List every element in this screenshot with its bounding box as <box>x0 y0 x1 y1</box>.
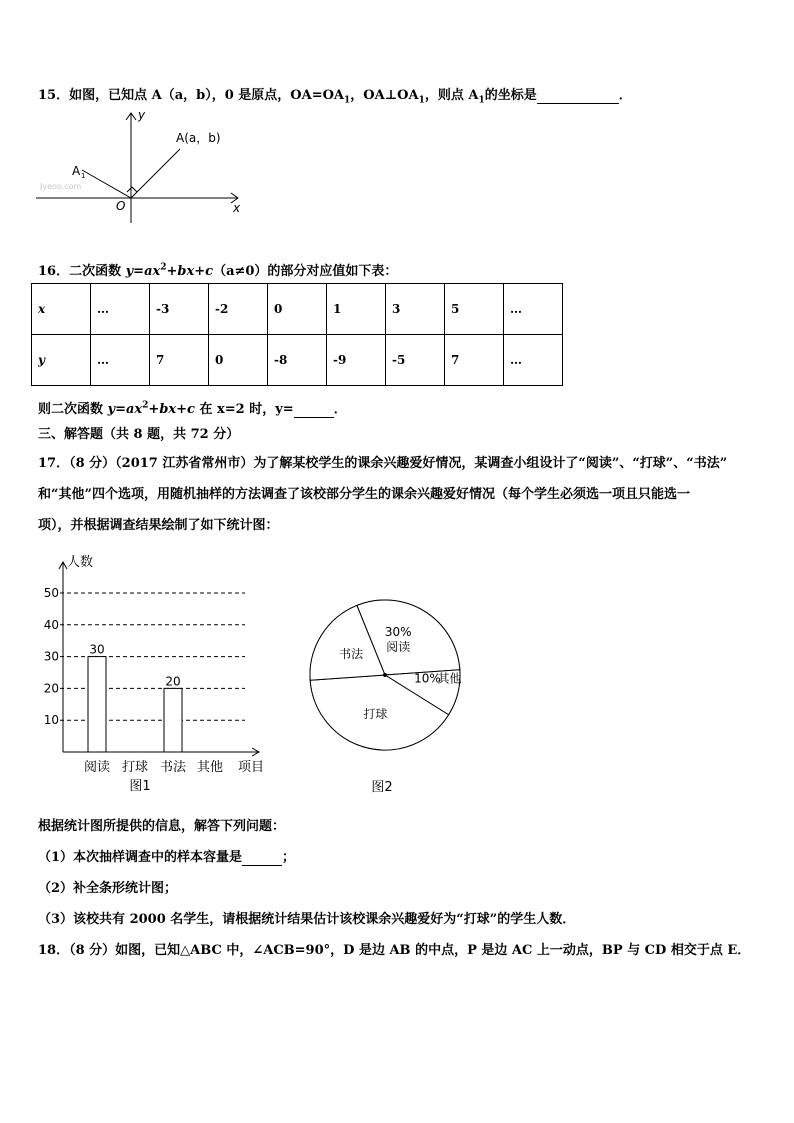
value-table <box>31 283 563 386</box>
table-row <box>32 284 563 335</box>
q16-text-part: 则二次函数 <box>38 402 108 417</box>
bar-书法 <box>164 688 182 752</box>
table-cell: 7 <box>445 335 504 386</box>
y-axis-label: 人数 <box>67 555 94 570</box>
q16-text-part: 16．二次函数 <box>38 264 126 279</box>
data-label: 20 <box>165 674 181 689</box>
slice-percent: 10% <box>414 671 441 686</box>
y-tick-label: 40 <box>43 617 59 632</box>
origin-label: O <box>116 199 126 213</box>
q15-answer-blank[interactable] <box>537 88 619 104</box>
q17-answer-blank[interactable] <box>242 850 282 866</box>
q16-func: y=ax <box>107 402 143 417</box>
x-tick-label: 其他 <box>196 760 224 775</box>
q16-period: ． <box>333 402 347 417</box>
q16-text <box>38 260 397 279</box>
table-cell: 3 <box>386 284 445 335</box>
slice-label: 打球 <box>363 706 388 721</box>
table-cell: 1 <box>327 284 386 335</box>
q15-sub: 1 <box>418 95 425 106</box>
pie-center <box>383 673 387 677</box>
q16-text-part: （a≠0）的部分对应值如下表： <box>213 264 398 279</box>
slice-percent: 30% <box>384 625 412 640</box>
pie-chart <box>300 585 480 800</box>
table-cell: … <box>504 284 563 335</box>
q17-sub-1 <box>38 846 295 866</box>
table-cell: -2 <box>209 284 268 335</box>
slice-label: 阅读 <box>386 640 411 655</box>
x-tick-label: 打球 <box>121 760 149 775</box>
x-axis-label: 项目 <box>238 760 265 775</box>
table-cell: 0 <box>268 284 327 335</box>
table-cell: -5 <box>386 335 445 386</box>
table-cell: -9 <box>327 335 386 386</box>
section-title: 三、解答题（共 8 题，共 72 分） <box>38 427 240 442</box>
table-cell: … <box>91 335 150 386</box>
axis-x-label: x <box>233 201 241 215</box>
slice-label: 书法 <box>339 646 364 661</box>
table-cell: -3 <box>150 284 209 335</box>
q15-sub: 1 <box>344 95 351 106</box>
segment-oa1 <box>82 170 131 198</box>
q16-sup: 2 <box>142 400 149 411</box>
q15-sub: 1 <box>478 95 485 106</box>
q17-sub-1-text: （1）本次抽样调查中的样本容量是 <box>38 850 243 865</box>
y-tick-label: 10 <box>43 713 59 728</box>
q16-func: y=ax <box>125 264 161 279</box>
q17-sub-1-end: ； <box>282 850 296 865</box>
table-cell: … <box>91 284 150 335</box>
q15-text-part: 15．如图，已知点 A（a，b），0 是原点，OA=OA <box>38 88 345 103</box>
q15-text-part: 的坐标是 <box>484 88 537 103</box>
q18-text: 18．（8 分）如图，已知△ABC 中，∠ACB=90°，D 是边 AB 的中点，P 是边 AC 上一动点，BP 与 CD 相交于点 E． <box>38 943 751 958</box>
table-cell: 7 <box>150 335 209 386</box>
q16-func-rest: +bx+c <box>148 402 195 417</box>
q16-answer-line <box>38 398 347 418</box>
chart-title: 图1 <box>129 779 151 794</box>
point-a1-sub: 1 <box>81 172 86 180</box>
x-tick-label: 阅读 <box>83 760 111 775</box>
table-cell: y <box>32 335 91 386</box>
table-cell: -8 <box>268 335 327 386</box>
table-cell: x <box>32 284 91 335</box>
y-tick-label: 50 <box>43 586 59 600</box>
q15-figure <box>30 105 260 225</box>
chart-title: 图2 <box>371 780 393 795</box>
q15-text-part: ，OA⊥OA <box>350 88 419 103</box>
bar-阅读 <box>88 657 106 752</box>
axis-y-label: y <box>138 108 146 122</box>
table-row <box>32 335 563 386</box>
table-cell: 5 <box>445 284 504 335</box>
q15-period: ． <box>618 88 632 103</box>
q16-func-rest: +bx+c <box>166 264 214 279</box>
right-angle-mark <box>127 187 137 192</box>
segment-oa <box>131 149 180 198</box>
x-tick-label: 书法 <box>159 760 187 775</box>
q16-sup: 2 <box>160 262 167 273</box>
q15-text <box>38 84 632 106</box>
watermark: Jyeoo.com <box>40 182 82 191</box>
q17-line-3: 项），并根据调查结果绘制了如下统计图： <box>38 518 279 533</box>
q17-line-2: 和“其他”四个选项，用随机抽样的方法调查了该校部分学生的课余兴趣爱好情况（每个学生必须选一项且只能选一 <box>38 487 690 502</box>
slice-label: 其他 <box>437 671 462 686</box>
q17-sub-3: （3）该校共有 2000 名学生，请根据统计结果估计该校课余兴趣爱好为“打球”的学生人数． <box>38 912 576 927</box>
q16-text-part: 在 x=2 时，y= <box>194 402 294 417</box>
point-a1-label: A <box>72 164 81 178</box>
table-cell: … <box>504 335 563 386</box>
q17-sub-2: （2）补全条形统计图； <box>38 881 178 896</box>
y-tick-label: 20 <box>43 681 59 696</box>
bar-chart <box>30 548 280 798</box>
point-a-label: A(a，b) <box>176 131 221 145</box>
q17-intro: 根据统计图所提供的信息，解答下列问题： <box>38 819 286 834</box>
q17-line-1: 17．（8 分）（2017 江苏省常州市）为了解某校学生的课余兴趣爱好情况，某调查小组设计了“阅读”、“打球”、“书法” <box>38 456 728 471</box>
data-label: 30 <box>89 642 105 657</box>
table-cell: 0 <box>209 335 268 386</box>
y-tick-label: 30 <box>43 649 59 664</box>
q15-text-part: ，则点 A <box>424 88 479 103</box>
q16-answer-blank[interactable] <box>294 402 334 418</box>
